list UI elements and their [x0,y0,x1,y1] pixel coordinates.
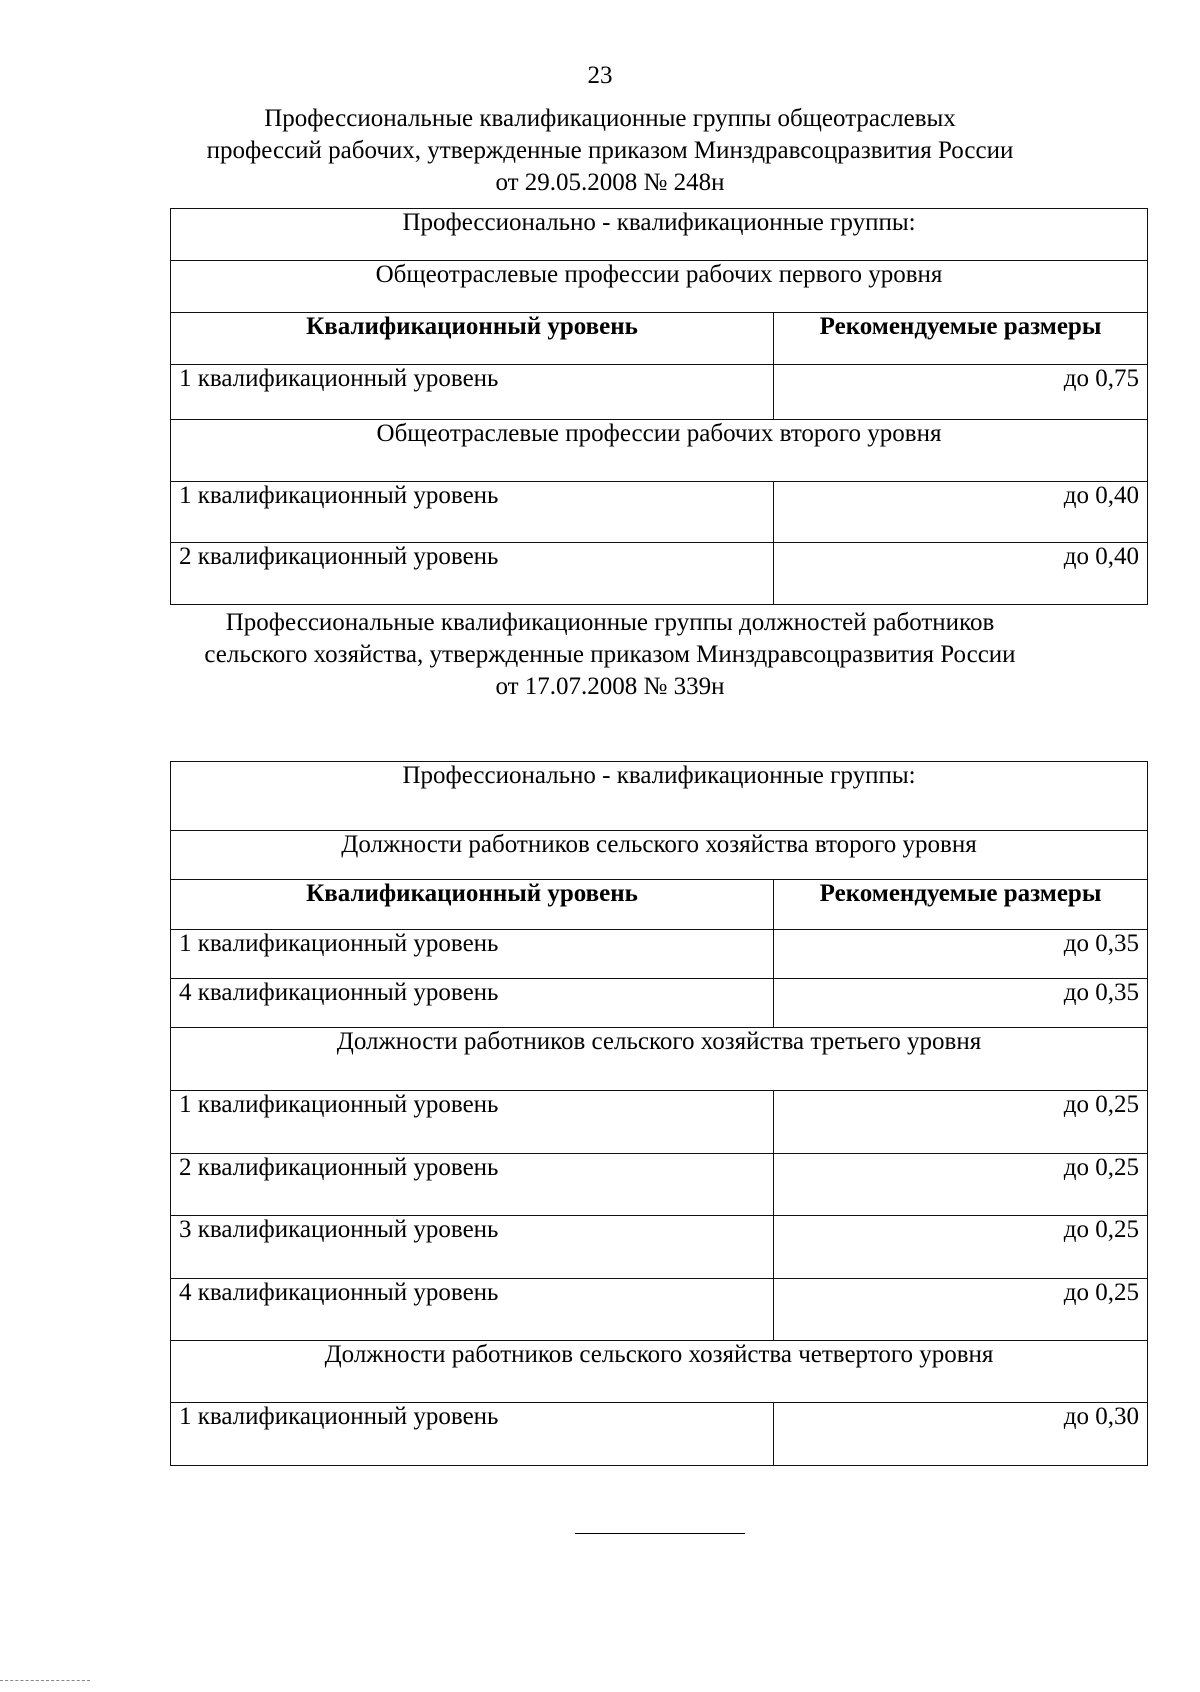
column-header-row [171,313,1148,365]
level-cell: 1 квалификационный уровень [171,1403,774,1466]
group-title-row [171,1341,1148,1403]
group-title-row [171,420,1148,482]
level-cell: 1 квалификационный уровень [171,365,774,420]
groups-label-row [171,209,1148,261]
table-row [171,1279,1148,1341]
table-row [171,1091,1148,1154]
table-row [171,365,1148,420]
section1-heading-line: профессий рабочих, утвержденные приказом Минздравсоцразвития России [206,137,1014,164]
level-cell: 2 квалификационный уровень [171,543,774,605]
level-cell: 3 квалификационный уровень [171,1216,774,1279]
level-cell: 1 квалификационный уровень [171,930,774,979]
level-cell: 4 квалификационный уровень [171,1279,774,1341]
level-cell: 1 квалификационный уровень [171,1091,774,1154]
table-row [171,1154,1148,1216]
group-title-row [171,1028,1148,1091]
column-header-size: Рекомендуемые размеры [774,880,1148,930]
column-header-level: Квалификационный уровень [171,880,774,930]
size-cell: до 0,35 [774,930,1148,979]
table-row [171,543,1148,605]
section1-heading-line: от 29.05.2008 № 248н [495,169,725,196]
group-title: Общеотраслевые профессии рабочих второго уровня [171,420,1148,482]
size-cell: до 0,35 [774,979,1148,1028]
size-cell: до 0,25 [774,1279,1148,1341]
page-number: 23 [587,62,613,89]
section1-heading-line: Профессиональные квалификационные группы общеотраслевых [264,105,956,132]
size-cell: до 0,25 [774,1216,1148,1279]
level-cell: 4 квалификационный уровень [171,979,774,1028]
column-header-level: Квалификационный уровень [171,313,774,365]
column-header-row [171,880,1148,930]
section2-heading-line: Профессиональные квалификационные группы должностей работников [225,609,995,636]
column-header-size: Рекомендуемые размеры [774,313,1148,365]
groups-label: Профессионально - квалификационные группы: [171,762,1148,831]
section2-heading-line: сельского хозяйства, утвержденные приказом Минздравсоцразвития России [204,641,1016,668]
size-cell: до 0,40 [774,482,1148,543]
groups-label: Профессионально - квалификационные группы: [171,209,1148,261]
end-rule-divider [575,1533,745,1534]
table-row [171,979,1148,1028]
group-title: Должности работников сельского хозяйства второго уровня [171,831,1148,880]
level-cell: 2 квалификационный уровень [171,1154,774,1216]
section1-heading [170,103,1050,199]
section2-heading [170,607,1050,703]
group-title-row [171,261,1148,313]
size-cell: до 0,25 [774,1091,1148,1154]
group-title: Должности работников сельского хозяйства четвертого уровня [171,1341,1148,1403]
scan-edge-mark [0,1680,90,1681]
table-row [171,1216,1148,1279]
table-row [171,930,1148,979]
group-title: Должности работников сельского хозяйства третьего уровня [171,1028,1148,1091]
size-cell: до 0,40 [774,543,1148,605]
size-cell: до 0,30 [774,1403,1148,1466]
group-title: Общеотраслевые профессии рабочих первого уровня [171,261,1148,313]
size-cell: до 0,75 [774,365,1148,420]
level-cell: 1 квалификационный уровень [171,482,774,543]
groups-label-row [171,762,1148,831]
section2-heading-line: от 17.07.2008 № 339н [495,673,725,700]
section1-table [170,208,1148,605]
section2-table [170,761,1148,1466]
table-row [171,482,1148,543]
table-row [171,1403,1148,1466]
size-cell: до 0,25 [774,1154,1148,1216]
group-title-row [171,831,1148,880]
